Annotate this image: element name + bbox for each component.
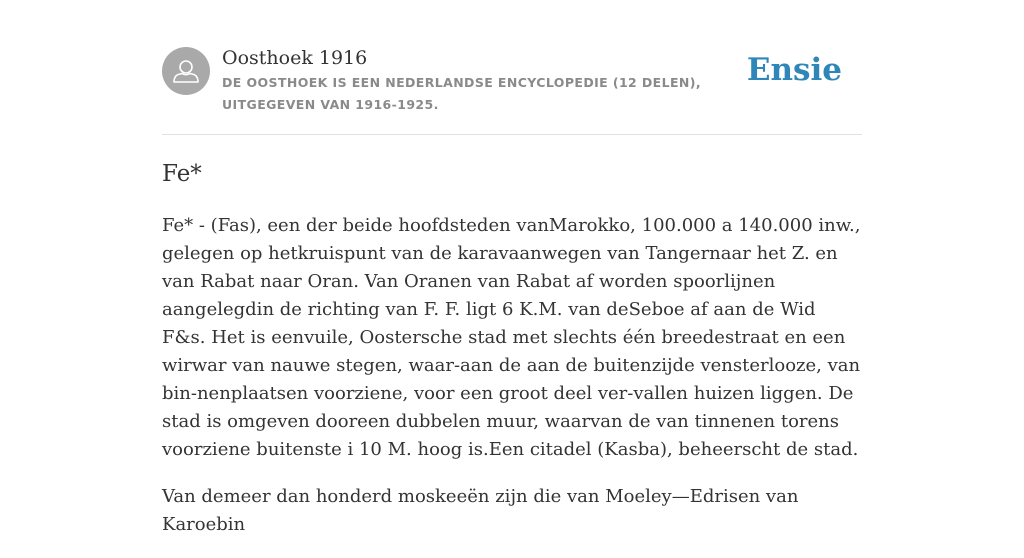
article-paragraph: Van demeer dan honderd moskeeën zijn die van Moeley—Edrisen van Karoebin [162,486,799,535]
source-header [162,0,862,135]
ensie-logo[interactable]: Ensie [746,52,842,88]
user-silhouette-icon [162,47,210,95]
source-avatar[interactable] [162,47,210,95]
article-paragraph: Fe* - (Fas), een der beide hoofdsteden vanMarokko, 100.000 a 140.000 inw., gelegen op hetkruispunt van de karavaanwegen van Tangernaar het Z. en van Rabat naar Oran. Van Oranen van Rabat af worden spoorlijnen aangelegdin de richting van F. F. ligt 6 K.M. van deSeboe af aan de Wid F&s. Het is eenvuile, Oostersche stad met slechts één breedestraat en een wirwar van nauwe stegen, waar-aan de aan de buitenzijde vensterlooze, van bin-nenplaatsen voorziene, voor een groot deel ver-vallen huizen liggen. De stad is omgeven dooreen dubbelen muur, waarvan de van tinnenen torens voorziene buitenste i 10 M. hoog is.Een citadel (Kasba), beheerscht de stad. [162,215,861,460]
source-name[interactable]: Oosthoek 1916 [222,47,368,69]
source-description: DE OOSTHOEK IS EEN NEDERLANDSE ENCYCLOPEDIE (12 DELEN), UITGEGEVEN VAN 1916-1925. [222,75,702,112]
article-title: Fe* [162,161,202,187]
article-body [162,212,864,558]
content-column [162,0,862,535]
